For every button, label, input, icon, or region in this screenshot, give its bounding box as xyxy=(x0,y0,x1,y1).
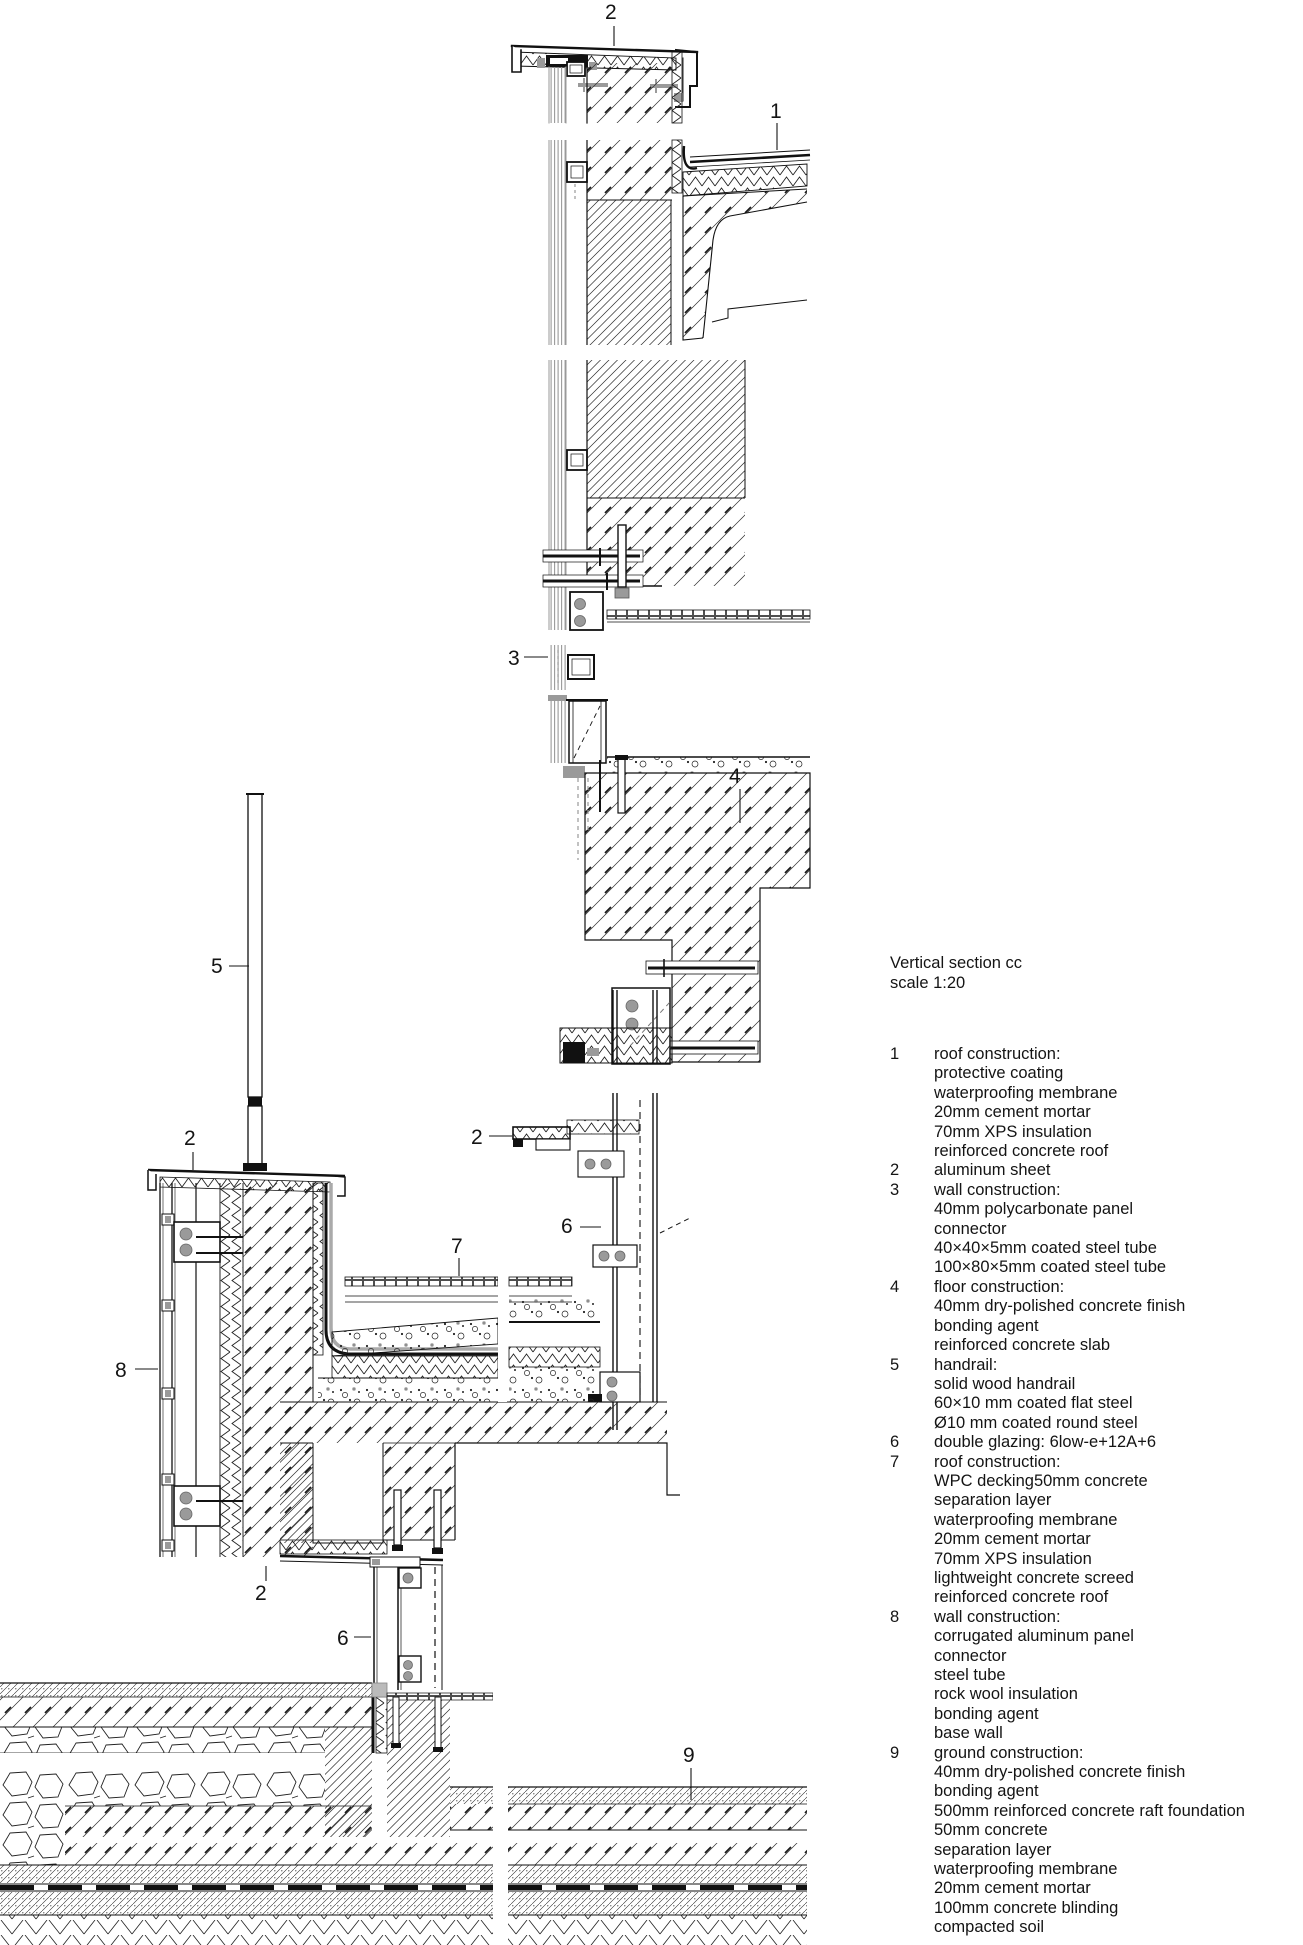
legend-line: 100mm concrete blinding xyxy=(934,1898,1119,1917)
legend-item-number: 1 xyxy=(890,1045,900,1063)
legend-line: 20mm cement mortar xyxy=(934,1530,1091,1549)
legend-line: 20mm cement mortar xyxy=(934,1103,1091,1122)
callout-1-roof: 1 xyxy=(770,100,782,123)
legend-line: connector xyxy=(934,1219,1007,1238)
parapet-mid-detail xyxy=(549,140,682,345)
callout-6-glazing-upper: 6 xyxy=(561,1215,573,1238)
legend-item-2 xyxy=(890,1161,1290,1180)
callout-9-ground: 9 xyxy=(683,1744,695,1767)
legend-item-number: 9 xyxy=(890,1743,900,1762)
drawing-title xyxy=(890,953,1290,993)
legend-item-number: 5 xyxy=(890,1355,900,1374)
legend-item-number: 2 xyxy=(890,1161,900,1180)
wall-mid-detail xyxy=(543,360,810,690)
legend-line: double glazing: 6low-e+12A+6 xyxy=(934,1433,1157,1452)
legend-line: 60×10 mm coated flat steel xyxy=(934,1394,1133,1413)
legend-line: aluminum sheet xyxy=(934,1161,1051,1180)
legend-item-number: 3 xyxy=(890,1180,900,1199)
legend-line: base wall xyxy=(934,1724,1003,1743)
callout-7-balcony-roof: 7 xyxy=(451,1235,463,1258)
legend-line: 40mm dry-polished concrete finish xyxy=(934,1297,1186,1316)
legend-line: rock wool insulation xyxy=(934,1685,1078,1704)
legend-line: waterproofing membrane xyxy=(934,1860,1118,1879)
legend-line: Ø10 mm coated round steel xyxy=(934,1413,1138,1432)
legend-line: 500mm reinforced concrete raft foundation xyxy=(934,1801,1245,1820)
legend-item-8 xyxy=(890,1608,1290,1744)
drawing-scale: scale 1:20 xyxy=(890,974,966,992)
legend-item-number: 6 xyxy=(890,1433,900,1452)
legend-line: bonding agent xyxy=(934,1704,1039,1723)
callout-2-sill-flashing: 2 xyxy=(471,1126,483,1149)
callout-6-glazing-lower: 6 xyxy=(337,1627,349,1650)
legend-item-1 xyxy=(890,1045,1290,1161)
callout-2-balcony-coping: 2 xyxy=(184,1127,196,1150)
legend-line: protective coating xyxy=(934,1064,1064,1083)
legend-item-number: 4 xyxy=(890,1277,900,1296)
callout-3-wall: 3 xyxy=(508,647,520,670)
legend-line: separation layer xyxy=(934,1491,1052,1510)
legend-line: steel tube xyxy=(934,1666,1006,1684)
balcony-roof-detail xyxy=(280,1277,680,1565)
legend-item-6 xyxy=(890,1433,1290,1452)
legend-line: bonding agent xyxy=(934,1782,1039,1801)
callout-4-floor: 4 xyxy=(729,765,741,788)
lower-window xyxy=(370,1557,442,1697)
legend-line: solid wood handrail xyxy=(934,1374,1076,1393)
legend-line: 40mm dry-polished concrete finish xyxy=(934,1763,1186,1782)
legend-line: 40×40×5mm coated steel tube xyxy=(934,1239,1157,1258)
legend-line: waterproofing membrane xyxy=(934,1510,1118,1529)
callout-5-handrail: 5 xyxy=(211,955,223,978)
legend-line: bonding agent xyxy=(934,1316,1039,1335)
legend-line: waterproofing membrane xyxy=(934,1083,1118,1102)
legend-line: handrail: xyxy=(934,1355,998,1374)
legend xyxy=(890,953,1290,1938)
callout-2-bottom-sheet: 2 xyxy=(255,1582,267,1605)
roof-edge-detail xyxy=(683,146,810,340)
parapet-top-detail xyxy=(512,46,697,123)
legend-line: roof construction: xyxy=(934,1045,1061,1063)
legend-line: reinforced concrete roof xyxy=(934,1142,1109,1161)
legend-line: wall construction: xyxy=(934,1180,1061,1199)
drawing-title-line: Vertical section cc xyxy=(890,954,1023,972)
legend-line: ground construction: xyxy=(934,1743,1084,1762)
legend-line: wall construction: xyxy=(934,1607,1061,1626)
legend-item-number: 8 xyxy=(890,1607,900,1626)
callout-8-base-wall: 8 xyxy=(115,1359,127,1382)
callout-2-coping: 2 xyxy=(605,1,617,24)
legend-line: roof construction: xyxy=(934,1452,1061,1471)
legend-line: 20mm cement mortar xyxy=(934,1879,1091,1898)
legend-line: separation layer xyxy=(934,1840,1052,1859)
legend-line: corrugated aluminum panel xyxy=(934,1627,1134,1646)
legend-line: WPC decking50mm concrete xyxy=(934,1471,1148,1490)
legend-item-3 xyxy=(890,1181,1290,1278)
legend-item-4 xyxy=(890,1278,1290,1356)
legend-item-7 xyxy=(890,1453,1290,1608)
floor-detail xyxy=(548,695,810,1064)
legend-line: reinforced concrete slab xyxy=(934,1336,1111,1355)
legend-item-9 xyxy=(890,1744,1290,1938)
legend-line: 50mm concrete xyxy=(934,1821,1048,1840)
legend-line: 40mm polycarbonate panel xyxy=(934,1200,1134,1219)
legend-line: floor construction: xyxy=(934,1277,1065,1296)
legend-line: reinforced concrete roof xyxy=(934,1588,1109,1607)
legend-line: connector xyxy=(934,1646,1007,1665)
legend-item-number: 7 xyxy=(890,1452,900,1471)
legend-item-5 xyxy=(890,1356,1290,1434)
legend-line: 100×80×5mm coated steel tube xyxy=(934,1258,1167,1277)
legend-line: compacted soil xyxy=(934,1918,1045,1937)
legend-line: lightweight concrete screed xyxy=(934,1568,1134,1587)
legend-line: 70mm XPS insulation xyxy=(934,1122,1092,1141)
legend-line: 70mm XPS insulation xyxy=(934,1549,1092,1568)
